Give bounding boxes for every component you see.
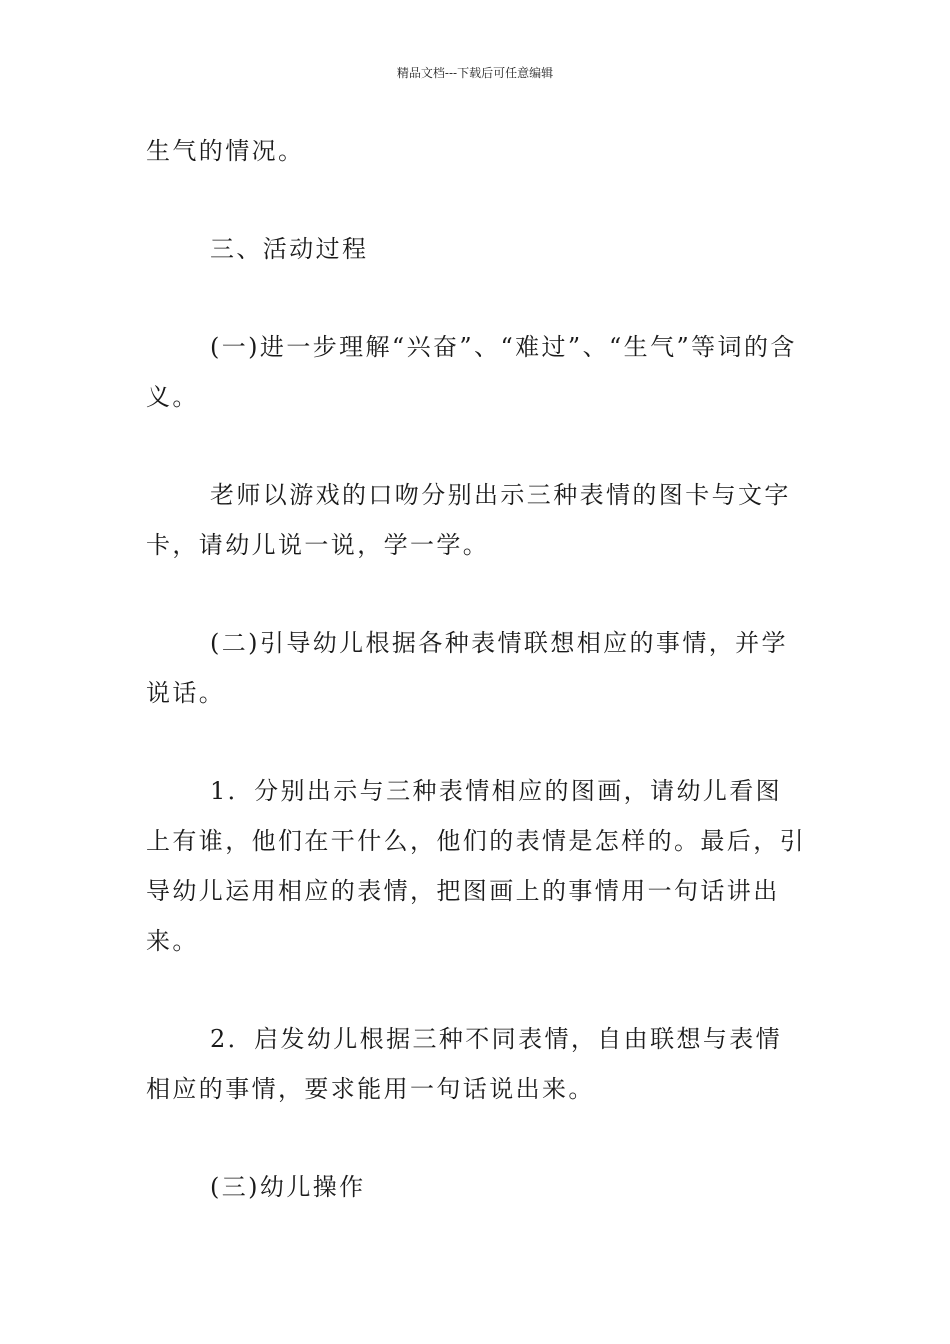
subsection-heading: (一)进一步理解“兴奋”、“难过”、“生气”等词的含义。: [146, 333, 797, 411]
paragraph-gap: [146, 1114, 808, 1162]
paragraph-gap: [146, 274, 808, 322]
paragraph-gap: [146, 422, 808, 470]
paragraph-gap: [146, 570, 808, 618]
page-header: 精品文档---下载后可任意编辑: [396, 66, 554, 80]
subsection-heading: (二)引导幼儿根据各种表情联想相应的事情，并学说话。: [146, 629, 788, 707]
subsection-heading: (三)幼儿操作: [210, 1173, 366, 1201]
list-item: 1．分别出示与三种表情相应的图画，请幼儿看图上有谁，他们在干什么，他们的表情是怎样的。最后，引导幼儿运用相应的表情，把图画上的事情用一句话讲出来。: [146, 777, 806, 955]
section-heading: 三、活动过程: [210, 235, 369, 263]
paragraph: 老师以游戏的口吻分别出示三种表情的图卡与文字卡，请幼儿说一说，学一学。: [146, 481, 791, 559]
paragraph-gap: [146, 966, 808, 1014]
paragraph-gap: [146, 718, 808, 766]
paragraph: 生气的情况。: [146, 137, 305, 165]
list-item: 2．启发幼儿根据三种不同表情，自由联想与表情相应的事情，要求能用一句话说出来。: [146, 1025, 783, 1103]
paragraph-gap: [146, 176, 808, 224]
document-body: [146, 126, 808, 1212]
